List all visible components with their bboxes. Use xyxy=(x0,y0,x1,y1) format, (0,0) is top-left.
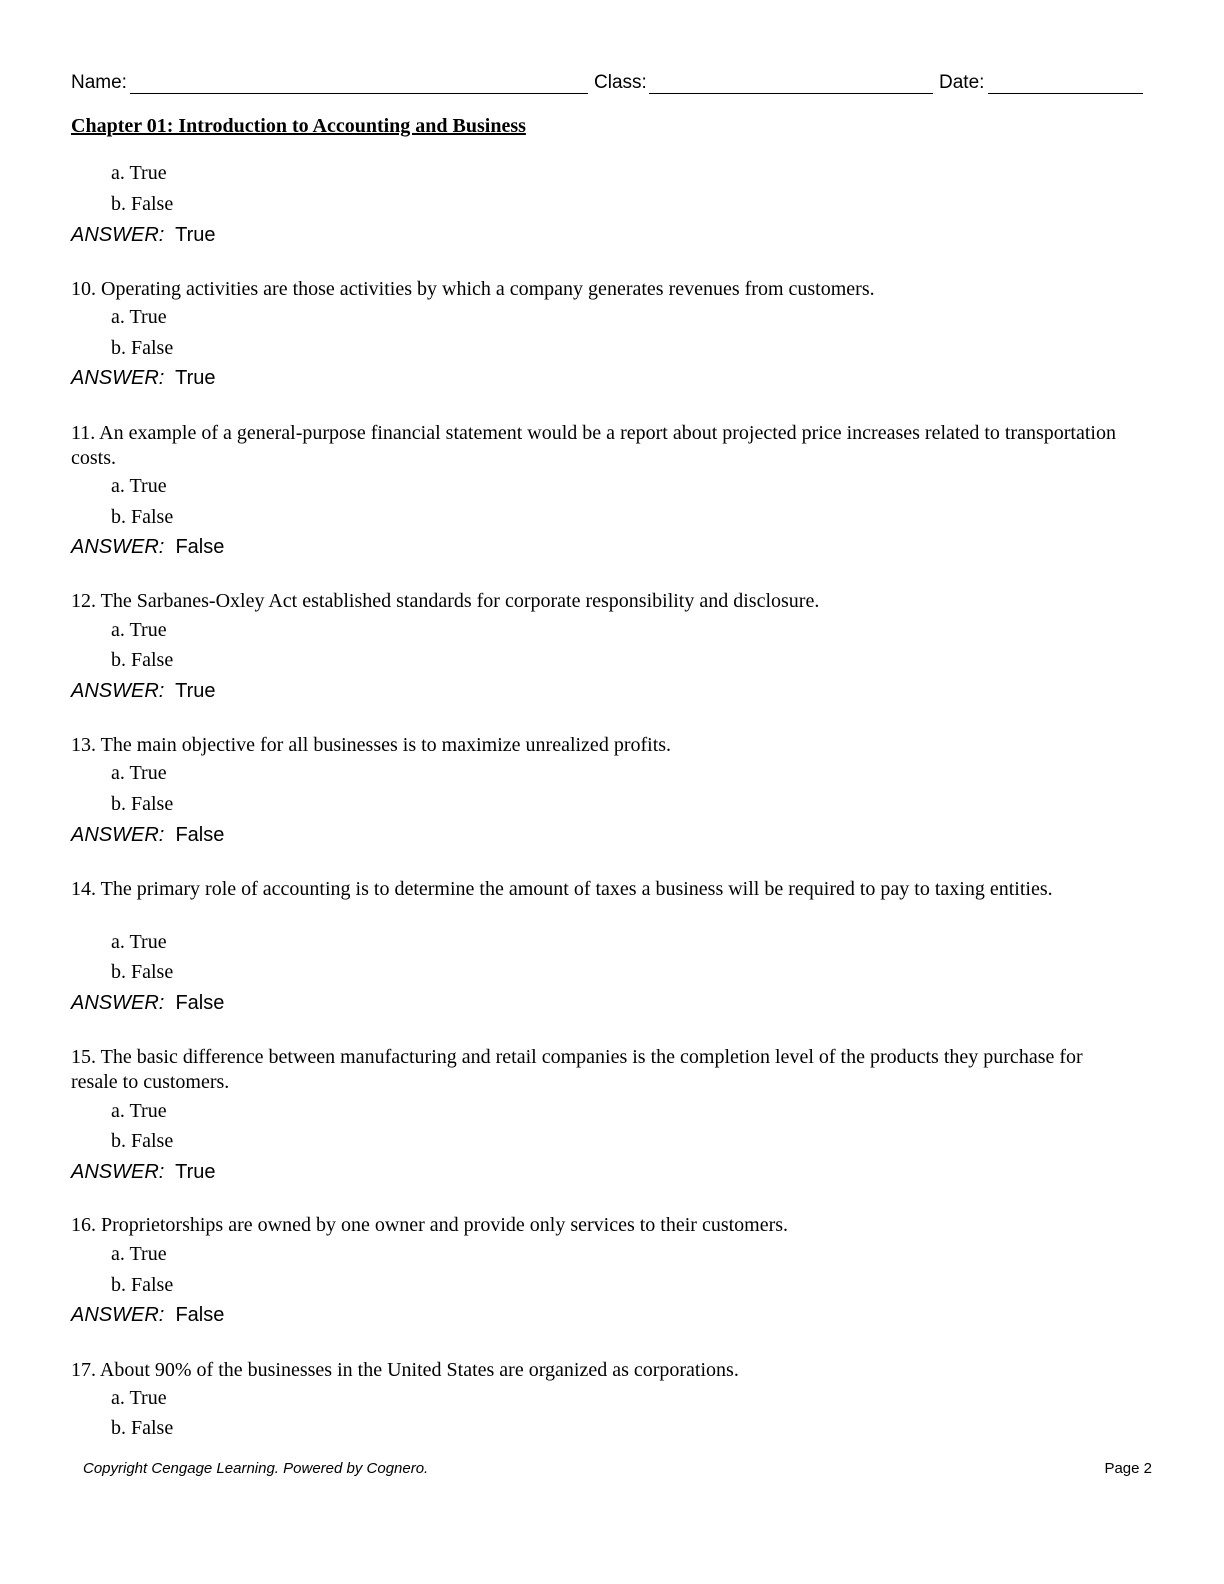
option-true: a. True xyxy=(111,475,167,497)
class-label: Class: xyxy=(594,72,647,93)
name-blank-line xyxy=(130,93,588,94)
answer-value: False xyxy=(175,536,225,558)
option-false: b. False xyxy=(111,506,174,528)
answer-value: True xyxy=(175,1161,216,1183)
student-info-header xyxy=(71,72,1143,98)
option-false: b. False xyxy=(111,1274,174,1296)
option-true: a. True xyxy=(111,762,167,784)
option-false: b. False xyxy=(111,1417,174,1439)
question-text: 13. The main objective for all businesses is to maximize unrealized profits. xyxy=(71,734,672,756)
option-true: a. True xyxy=(111,1243,167,1265)
answer-line xyxy=(71,991,224,1015)
question-text: 11. An example of a general-purpose financial statement would be a report about projected price increases related to transportation costs. xyxy=(71,422,1116,469)
page-number: Page 2 xyxy=(1104,1460,1152,1477)
answer-value: True xyxy=(175,367,216,389)
option-true: a. True xyxy=(111,931,167,953)
option-true: a. True xyxy=(111,1387,167,1409)
answer-value: True xyxy=(175,224,216,246)
date-label: Date: xyxy=(939,72,985,93)
answer-label: ANSWER: xyxy=(71,224,165,246)
class-blank-line xyxy=(649,93,933,94)
answer-label: ANSWER: xyxy=(71,1304,165,1326)
footer-copyright: Copyright Cengage Learning. Powered by Cognero. xyxy=(83,1460,429,1477)
answer-line xyxy=(71,1303,224,1327)
question-text: 12. The Sarbanes-Oxley Act established standards for corporate responsibility and disclosure. xyxy=(71,590,820,612)
option-false: b. False xyxy=(111,793,174,815)
question-text: 17. About 90% of the businesses in the United States are organized as corporations. xyxy=(71,1359,739,1381)
answer-value: False xyxy=(175,1304,225,1326)
answer-label: ANSWER: xyxy=(71,1161,165,1183)
answer-label: ANSWER: xyxy=(71,992,165,1014)
question-text: 15. The basic difference between manufacturing and retail companies is the completion level of the products they purchase for resale to customers. xyxy=(71,1046,1083,1093)
option-false: b. False xyxy=(111,1130,174,1152)
question-text: 16. Proprietorships are owned by one owner and provide only services to their customers. xyxy=(71,1214,789,1236)
date-blank-line xyxy=(988,93,1143,94)
answer-label: ANSWER: xyxy=(71,824,165,846)
option-false: b. False xyxy=(111,961,174,983)
answer-line xyxy=(71,366,216,390)
answer-label: ANSWER: xyxy=(71,680,165,702)
answer-value: False xyxy=(175,992,225,1014)
answer-line xyxy=(71,535,224,559)
option-false: b. False xyxy=(111,337,174,359)
chapter-title: Chapter 01: Introduction to Accounting and Business xyxy=(71,115,526,137)
option-true: a. True xyxy=(111,1100,167,1122)
option-false: b. False xyxy=(111,193,174,215)
answer-value: True xyxy=(175,680,216,702)
answer-label: ANSWER: xyxy=(71,536,165,558)
answer-line xyxy=(71,223,216,247)
question-text: 14. The primary role of accounting is to determine the amount of taxes a business will be required to pay to taxing entities. xyxy=(71,878,1053,900)
answer-line xyxy=(71,1160,216,1184)
name-label: Name: xyxy=(71,72,127,93)
question-text: 10. Operating activities are those activities by which a company generates revenues from customers. xyxy=(71,278,875,300)
answer-line xyxy=(71,823,224,847)
option-true: a. True xyxy=(111,619,167,641)
answer-line xyxy=(71,679,216,703)
answer-label: ANSWER: xyxy=(71,367,165,389)
option-false: b. False xyxy=(111,649,174,671)
option-true: a. True xyxy=(111,162,167,184)
option-true: a. True xyxy=(111,306,167,328)
answer-value: False xyxy=(175,824,225,846)
